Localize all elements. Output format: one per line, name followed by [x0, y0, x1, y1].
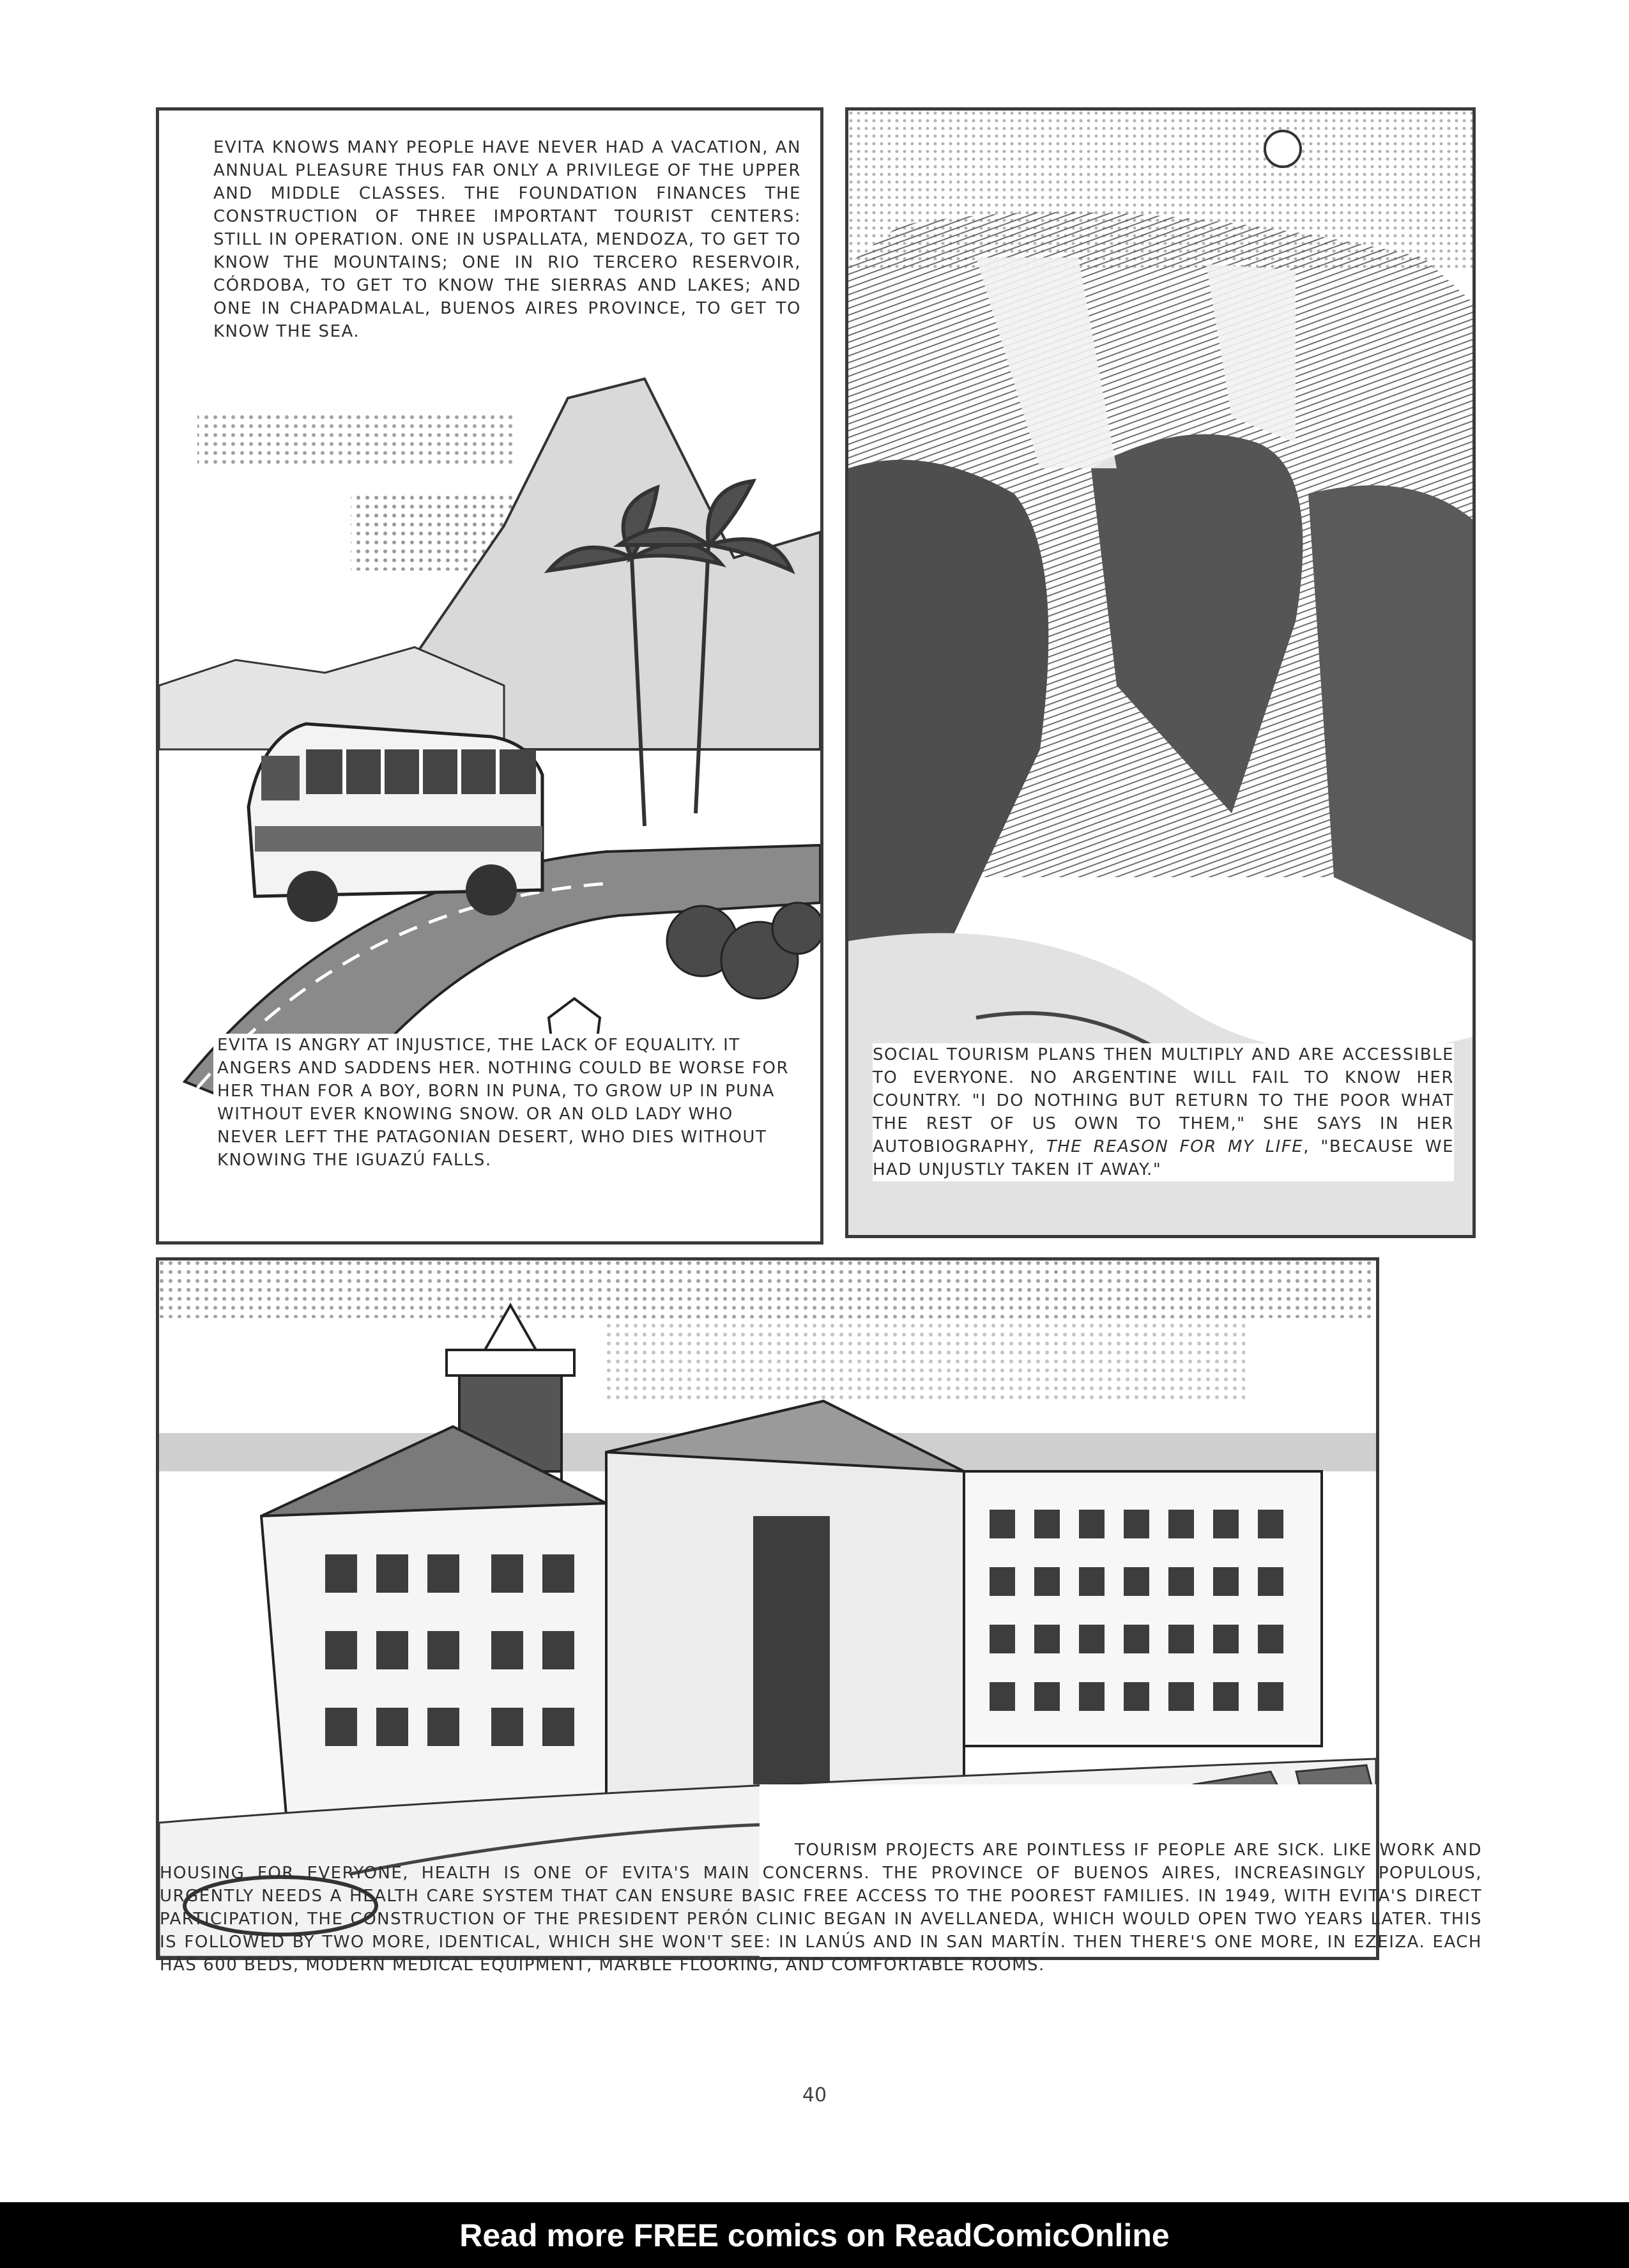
caption-health-clinics: TOURISM PROJECTS ARE POINTLESS IF PEOPLE ARE SICK. LIKE WORK AND HOUSING FOR EVERYONE, HEALTH IS ONE OF EVITA'S MAIN CONCERNS. THE PROVINCE OF BUENOS AIRES, INCREASINGLY POPULOUS, URGENTLY NEEDS A HEALTH CARE SYSTEM THAT CAN ENSURE BASIC FREE ACCESS TO THE POOREST FAMILIES. IN 1949, WITH EVITA'S DIRECT PARTICIPATION, THE CONSTRUCTION OF THE PRESIDENT PERÓN CLINIC BEGAN IN AVELLANEDA, WHICH WOULD OPEN TWO YEARS LATER. THIS IS FOLLOWED BY TWO MORE, IDENTICAL, WHICH SHE WON'T SEE: IN LANÚS AND IN SAN MARTÍN. THEN THERE'S ONE MORE, IN EZEIZA. EACH HAS 600 BEDS, MODERN MEDICAL EQUIPMENT, MARBLE FLOORING, AND COMFORTABLE ROOMS.	[160, 1841, 1482, 1975]
book-title: THE REASON FOR MY LIFE	[1046, 1137, 1304, 1156]
panel-waterfall	[845, 107, 1476, 1238]
caption-vacation: EVITA KNOWS MANY PEOPLE HAVE NEVER HAD A VACATION, AN ANNUAL PLEASURE THUS FAR ONLY A PRIVILEGE OF THE UPPER AND MIDDLE CLASSES. THE FOUNDATION FINANCES THE CONSTRUCTION OF THREE IMPORTANT TOURIST CENTERS: STILL IN OPERATION. ONE IN USPALLATA, MENDOZA, TO GET TO KNOW THE MOUNTAINS; ONE IN RIO TERCERO RESERVOIR, CÓRDOBA, TO GET TO KNOW THE SIERRAS AND LAKES; AND ONE IN CHAPADMALAL, BUENOS AIRES PROVINCE, TO GET TO KNOW THE SEA.	[213, 138, 801, 341]
caption-injustice: EVITA IS ANGRY AT INJUSTICE, THE LACK OF EQUALITY. IT ANGERS AND SADDENS HER. NOTHING COULD BE WORSE FOR HER THAN FOR A BOY, BORN IN PUNA, TO GROW UP IN PUNA WITHOUT EVER KNOWING SNOW. OR AN OLD LADY WHO NEVER LEFT THE PATAGONIAN DESERT, WHO DIES WITHOUT KNOWING THE IGUAZÚ FALLS.	[213, 1034, 796, 1172]
panel-bus	[156, 107, 823, 1245]
bus-icon	[249, 724, 542, 922]
read-more-banner-link[interactable]: Read more FREE comics on ReadComicOnline	[0, 2202, 1629, 2268]
sun-icon	[1265, 131, 1301, 167]
social-tourism-text: SOCIAL TOURISM PLANS THEN MULTIPLY AND ARE ACCESSIBLE TO EVERYONE. NO ARGENTINE WILL FAIL TO KNOW HER COUNTRY. "I DO NOTHING BUT RETURN TO THE POOR WHAT THE REST OF US OWN TO THEM," SHE SAYS IN HER AUTOBIOGRAPHY,	[873, 1045, 1454, 1156]
page-number: 40	[802, 2084, 827, 2106]
social-tourism-quote-end: , "BECAUSE WE HAD UNJUSTLY TAKEN IT AWAY."	[873, 1137, 1455, 1179]
caption-social-tourism	[873, 1043, 1454, 1181]
